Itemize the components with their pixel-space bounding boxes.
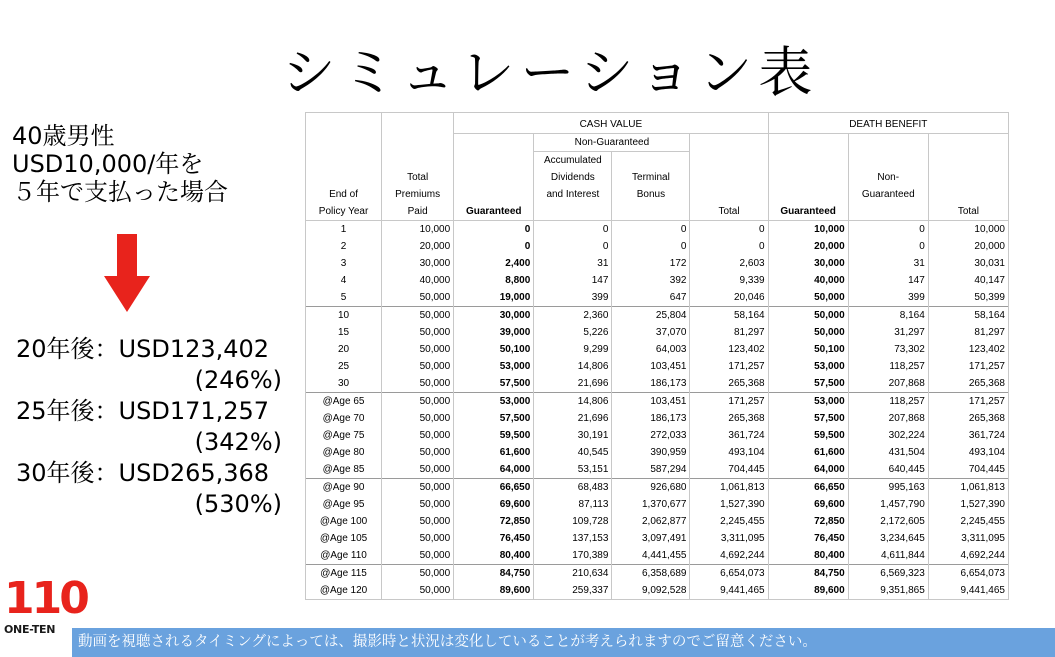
table-row — [306, 238, 1009, 255]
table-cell: 25,804 — [612, 307, 690, 325]
table-cell: 64,000 — [454, 461, 534, 479]
table-cell: 20,000 — [382, 238, 454, 255]
result-percent: (530%) — [194, 490, 282, 518]
table-cell: 50,000 — [382, 461, 454, 479]
down-arrow-icon — [104, 234, 150, 312]
table-cell: 265,368 — [690, 410, 768, 427]
table-cell: 259,337 — [534, 582, 612, 600]
table-cell: 39,000 — [454, 324, 534, 341]
table-cell: 1,061,813 — [928, 479, 1008, 497]
table-cell: 0 — [454, 238, 534, 255]
table-cell: 171,257 — [928, 393, 1008, 411]
table-cell: 21,696 — [534, 375, 612, 393]
table-cell: 80,400 — [454, 547, 534, 565]
col-premium-line: Paid — [382, 203, 454, 221]
table-cell: 30,000 — [768, 255, 848, 272]
condition-line: USD10,000/年を — [12, 150, 204, 178]
table-cell: 0 — [534, 238, 612, 255]
col-terminal-line: Bonus — [612, 186, 690, 203]
simulation-table — [305, 112, 1009, 600]
table-cell: 50,399 — [928, 289, 1008, 307]
table-cell: 73,302 — [848, 341, 928, 358]
table-cell: 118,257 — [848, 358, 928, 375]
table-cell: 186,173 — [612, 410, 690, 427]
table-cell: 3,311,095 — [928, 530, 1008, 547]
table-cell: 3,311,095 — [690, 530, 768, 547]
table-row — [306, 221, 1009, 239]
table-cell: 69,600 — [454, 496, 534, 513]
table-cell: 40,545 — [534, 444, 612, 461]
table-row — [306, 513, 1009, 530]
table-row — [306, 565, 1009, 583]
table-cell: 19,000 — [454, 289, 534, 307]
table-cell: 30,031 — [928, 255, 1008, 272]
table-cell: 2,400 — [454, 255, 534, 272]
table-cell: 147 — [848, 272, 928, 289]
table-cell: 14,806 — [534, 393, 612, 411]
table-cell: 69,600 — [768, 496, 848, 513]
table-cell: 76,450 — [454, 530, 534, 547]
table-cell: 50,000 — [382, 341, 454, 358]
table-cell: 59,500 — [768, 427, 848, 444]
table-cell: @Age 100 — [306, 513, 382, 530]
table-cell: 207,868 — [848, 375, 928, 393]
table-cell: 76,450 — [768, 530, 848, 547]
table-cell: 265,368 — [690, 375, 768, 393]
table-cell: @Age 90 — [306, 479, 382, 497]
table-cell: 31 — [848, 255, 928, 272]
table-cell: 123,402 — [928, 341, 1008, 358]
result-label: 30年後：USD265,368 — [16, 459, 270, 487]
table-cell: 81,297 — [690, 324, 768, 341]
col-premium-line: Total — [382, 169, 454, 186]
table-cell: 30,000 — [454, 307, 534, 325]
table-cell: 4,692,244 — [928, 547, 1008, 565]
table-cell: 103,451 — [612, 393, 690, 411]
table-cell: 0 — [848, 221, 928, 239]
table-cell: @Age 105 — [306, 530, 382, 547]
table-cell: 265,368 — [928, 410, 1008, 427]
group-non-guaranteed: Non-Guaranteed — [534, 134, 690, 152]
table-cell: 59,500 — [454, 427, 534, 444]
result-percent: (342%) — [194, 428, 282, 456]
table-cell: 2,062,877 — [612, 513, 690, 530]
col-dividends-line: Dividends — [534, 169, 612, 186]
table-cell: 50,000 — [382, 530, 454, 547]
table-cell: 50,000 — [382, 582, 454, 600]
table-row — [306, 307, 1009, 325]
table-cell: 57,500 — [768, 375, 848, 393]
table-cell: 50,000 — [382, 513, 454, 530]
table-cell: 10,000 — [382, 221, 454, 239]
table-cell: 3 — [306, 255, 382, 272]
table-cell: 64,003 — [612, 341, 690, 358]
table-row — [306, 530, 1009, 547]
col-db-total: Total — [928, 203, 1008, 221]
table-cell: 147 — [534, 272, 612, 289]
table-cell: 58,164 — [928, 307, 1008, 325]
col-year-line: Policy Year — [306, 203, 382, 221]
table-cell: 61,600 — [768, 444, 848, 461]
table-header-cell — [306, 113, 382, 134]
table-cell: 20,000 — [928, 238, 1008, 255]
table-cell: 640,445 — [848, 461, 928, 479]
table-cell: 4,441,455 — [612, 547, 690, 565]
table-cell: @Age 110 — [306, 547, 382, 565]
table-cell: 66,650 — [454, 479, 534, 497]
table-cell: 926,680 — [612, 479, 690, 497]
table-cell: 0 — [534, 221, 612, 239]
table-row — [306, 427, 1009, 444]
table-cell: 431,504 — [848, 444, 928, 461]
table-row — [306, 289, 1009, 307]
table-cell: 207,868 — [848, 410, 928, 427]
table-cell: 15 — [306, 324, 382, 341]
table-row — [306, 255, 1009, 272]
table-cell: 50,000 — [768, 289, 848, 307]
table-cell: 186,173 — [612, 375, 690, 393]
table-cell: 9,299 — [534, 341, 612, 358]
col-year-line: End of — [306, 186, 382, 203]
table-cell: 399 — [848, 289, 928, 307]
col-cv-guaranteed: Guaranteed — [454, 203, 534, 221]
table-cell: 1,527,390 — [690, 496, 768, 513]
table-cell: @Age 80 — [306, 444, 382, 461]
table-cell: 10,000 — [768, 221, 848, 239]
table-cell: 392 — [612, 272, 690, 289]
table-cell: 81,297 — [928, 324, 1008, 341]
table-cell: 84,750 — [454, 565, 534, 583]
table-cell: @Age 115 — [306, 565, 382, 583]
table-cell: 40,000 — [382, 272, 454, 289]
table-cell: 50,000 — [382, 358, 454, 375]
table-cell: 1,061,813 — [690, 479, 768, 497]
table-row — [306, 341, 1009, 358]
table-cell: 68,483 — [534, 479, 612, 497]
table-cell: 210,634 — [534, 565, 612, 583]
logo-text: ONE-TEN — [4, 623, 56, 636]
table-cell: 399 — [534, 289, 612, 307]
table-cell: 40,000 — [768, 272, 848, 289]
table-cell: 361,724 — [928, 427, 1008, 444]
table-cell: 0 — [848, 238, 928, 255]
table-cell: 2,360 — [534, 307, 612, 325]
table-cell: 137,153 — [534, 530, 612, 547]
table-cell: 50,100 — [768, 341, 848, 358]
table-cell: 20,046 — [690, 289, 768, 307]
table-cell: 302,224 — [848, 427, 928, 444]
table-cell: 8,164 — [848, 307, 928, 325]
table-cell: 20,000 — [768, 238, 848, 255]
table-cell: 4,692,244 — [690, 547, 768, 565]
col-premium-line: Premiums — [382, 186, 454, 203]
table-cell: 6,358,689 — [612, 565, 690, 583]
table-cell: 3,234,645 — [848, 530, 928, 547]
table-row — [306, 272, 1009, 289]
table-cell: 0 — [454, 221, 534, 239]
condition-text — [12, 122, 292, 206]
table-cell: 4,611,844 — [848, 547, 928, 565]
table-cell: 50,000 — [382, 410, 454, 427]
col-db-nonguaranteed-line: Guaranteed — [848, 186, 928, 203]
table-cell: 50,000 — [382, 375, 454, 393]
table-cell: 0 — [612, 221, 690, 239]
table-cell: 72,850 — [454, 513, 534, 530]
table-cell: 2,245,455 — [690, 513, 768, 530]
table-cell: 31,297 — [848, 324, 928, 341]
table-cell: 647 — [612, 289, 690, 307]
table-cell: 8,800 — [454, 272, 534, 289]
table-cell: 6,654,073 — [928, 565, 1008, 583]
table-cell: 53,151 — [534, 461, 612, 479]
table-cell: 587,294 — [612, 461, 690, 479]
condition-line: ５年で支払った場合 — [12, 178, 228, 206]
table-cell: @Age 70 — [306, 410, 382, 427]
table-cell: 80,400 — [768, 547, 848, 565]
table-cell: 50,000 — [768, 307, 848, 325]
page-title: シミュレーション表 — [281, 41, 819, 104]
col-db-guaranteed: Guaranteed — [768, 203, 848, 221]
table-cell: 40,147 — [928, 272, 1008, 289]
col-terminal-line: Terminal — [612, 169, 690, 186]
table-cell: 2,172,605 — [848, 513, 928, 530]
table-cell: 57,500 — [454, 410, 534, 427]
table-row — [306, 324, 1009, 341]
table-cell: 64,000 — [768, 461, 848, 479]
table-cell: 171,257 — [928, 358, 1008, 375]
table-cell: 21,696 — [534, 410, 612, 427]
table-cell: @Age 95 — [306, 496, 382, 513]
table-cell: 50,000 — [382, 565, 454, 583]
table-cell: 10,000 — [928, 221, 1008, 239]
table-cell: 10 — [306, 307, 382, 325]
table-cell: 170,389 — [534, 547, 612, 565]
table-cell: 53,000 — [454, 358, 534, 375]
table-cell: 50,000 — [382, 324, 454, 341]
table-cell: 9,351,865 — [848, 582, 928, 600]
table-cell: @Age 85 — [306, 461, 382, 479]
table-cell: 31 — [534, 255, 612, 272]
table-cell: 361,724 — [690, 427, 768, 444]
table-cell: 50,100 — [454, 341, 534, 358]
table-cell: 9,339 — [690, 272, 768, 289]
table-cell: 9,441,465 — [928, 582, 1008, 600]
table-cell: 5,226 — [534, 324, 612, 341]
table-cell: 172 — [612, 255, 690, 272]
table-row — [306, 582, 1009, 600]
table-cell: 3,097,491 — [612, 530, 690, 547]
table-cell: 493,104 — [690, 444, 768, 461]
table-cell: 1 — [306, 221, 382, 239]
table-cell: 704,445 — [690, 461, 768, 479]
table-cell: 30 — [306, 375, 382, 393]
table-cell: 0 — [612, 238, 690, 255]
table-cell: 58,164 — [690, 307, 768, 325]
table-cell: 5 — [306, 289, 382, 307]
table-cell: 6,654,073 — [690, 565, 768, 583]
table-cell: 30,191 — [534, 427, 612, 444]
table-row — [306, 444, 1009, 461]
table-cell: 87,113 — [534, 496, 612, 513]
table-cell: 72,850 — [768, 513, 848, 530]
table-row — [306, 547, 1009, 565]
table-cell: 66,650 — [768, 479, 848, 497]
condition-line: 40歳男性 — [12, 122, 115, 150]
table-cell: 50,000 — [382, 427, 454, 444]
table-cell: 50,000 — [382, 547, 454, 565]
table-cell: @Age 75 — [306, 427, 382, 444]
table-row — [306, 375, 1009, 393]
table-cell: 84,750 — [768, 565, 848, 583]
group-death-benefit: DEATH BENEFIT — [768, 113, 1008, 134]
table-cell: 14,806 — [534, 358, 612, 375]
table-cell: 0 — [690, 221, 768, 239]
table-cell: 109,728 — [534, 513, 612, 530]
results-block — [16, 334, 282, 520]
table-cell: 4 — [306, 272, 382, 289]
table-cell: 9,441,465 — [690, 582, 768, 600]
table-cell: 20 — [306, 341, 382, 358]
table-cell: 118,257 — [848, 393, 928, 411]
table-cell: 0 — [690, 238, 768, 255]
table-cell: 2 — [306, 238, 382, 255]
table-cell: 89,600 — [768, 582, 848, 600]
table-cell: 6,569,323 — [848, 565, 928, 583]
table-cell: 57,500 — [454, 375, 534, 393]
table-row — [306, 393, 1009, 411]
table-cell: 50,000 — [382, 393, 454, 411]
table-cell: 53,000 — [768, 393, 848, 411]
result-percent: (246%) — [194, 366, 282, 394]
table-cell: 1,370,677 — [612, 496, 690, 513]
table-cell: 1,527,390 — [928, 496, 1008, 513]
table-cell: 53,000 — [768, 358, 848, 375]
footer-notice: 動画を視聴されるタイミングによっては、撮影時と状況は変化していることが考えられますのでご留意ください。 — [72, 628, 1055, 657]
table-cell: 50,000 — [382, 307, 454, 325]
table-row — [306, 461, 1009, 479]
logo-number: 110 — [4, 573, 87, 624]
table-cell: 9,092,528 — [612, 582, 690, 600]
col-dividends-line: and Interest — [534, 186, 612, 203]
table-cell: 1,457,790 — [848, 496, 928, 513]
table-cell: 493,104 — [928, 444, 1008, 461]
table-cell: 704,445 — [928, 461, 1008, 479]
result-label: 25年後：USD171,257 — [16, 397, 270, 425]
table-cell: 171,257 — [690, 393, 768, 411]
table-cell: 103,451 — [612, 358, 690, 375]
table-cell: @Age 120 — [306, 582, 382, 600]
table-cell: 61,600 — [454, 444, 534, 461]
table-cell: 25 — [306, 358, 382, 375]
table-cell: 265,368 — [928, 375, 1008, 393]
col-db-nonguaranteed-line: Non- — [848, 169, 928, 186]
table-cell: 30,000 — [382, 255, 454, 272]
table-cell: 390,959 — [612, 444, 690, 461]
table-cell: 123,402 — [690, 341, 768, 358]
table-cell: 57,500 — [768, 410, 848, 427]
table-cell: 50,000 — [382, 444, 454, 461]
table-header-cell — [382, 113, 454, 134]
table-cell: 50,000 — [382, 496, 454, 513]
table-row — [306, 358, 1009, 375]
group-cash-value: CASH VALUE — [454, 113, 768, 134]
table-cell: 89,600 — [454, 582, 534, 600]
table-row — [306, 410, 1009, 427]
one-ten-logo — [4, 573, 87, 641]
table-cell: 2,603 — [690, 255, 768, 272]
table-cell: 37,070 — [612, 324, 690, 341]
col-dividends-line: Accumulated — [534, 152, 612, 170]
table-cell: 995,163 — [848, 479, 928, 497]
table-cell: 50,000 — [382, 479, 454, 497]
table-row — [306, 496, 1009, 513]
col-cv-total: Total — [690, 203, 768, 221]
table-cell: 272,033 — [612, 427, 690, 444]
table-cell: @Age 65 — [306, 393, 382, 411]
table-cell: 50,000 — [768, 324, 848, 341]
table-cell: 2,245,455 — [928, 513, 1008, 530]
table-row — [306, 479, 1009, 497]
table-cell: 53,000 — [454, 393, 534, 411]
result-label: 20年後：USD123,402 — [16, 335, 270, 363]
table-cell: 50,000 — [382, 289, 454, 307]
table-cell: 171,257 — [690, 358, 768, 375]
